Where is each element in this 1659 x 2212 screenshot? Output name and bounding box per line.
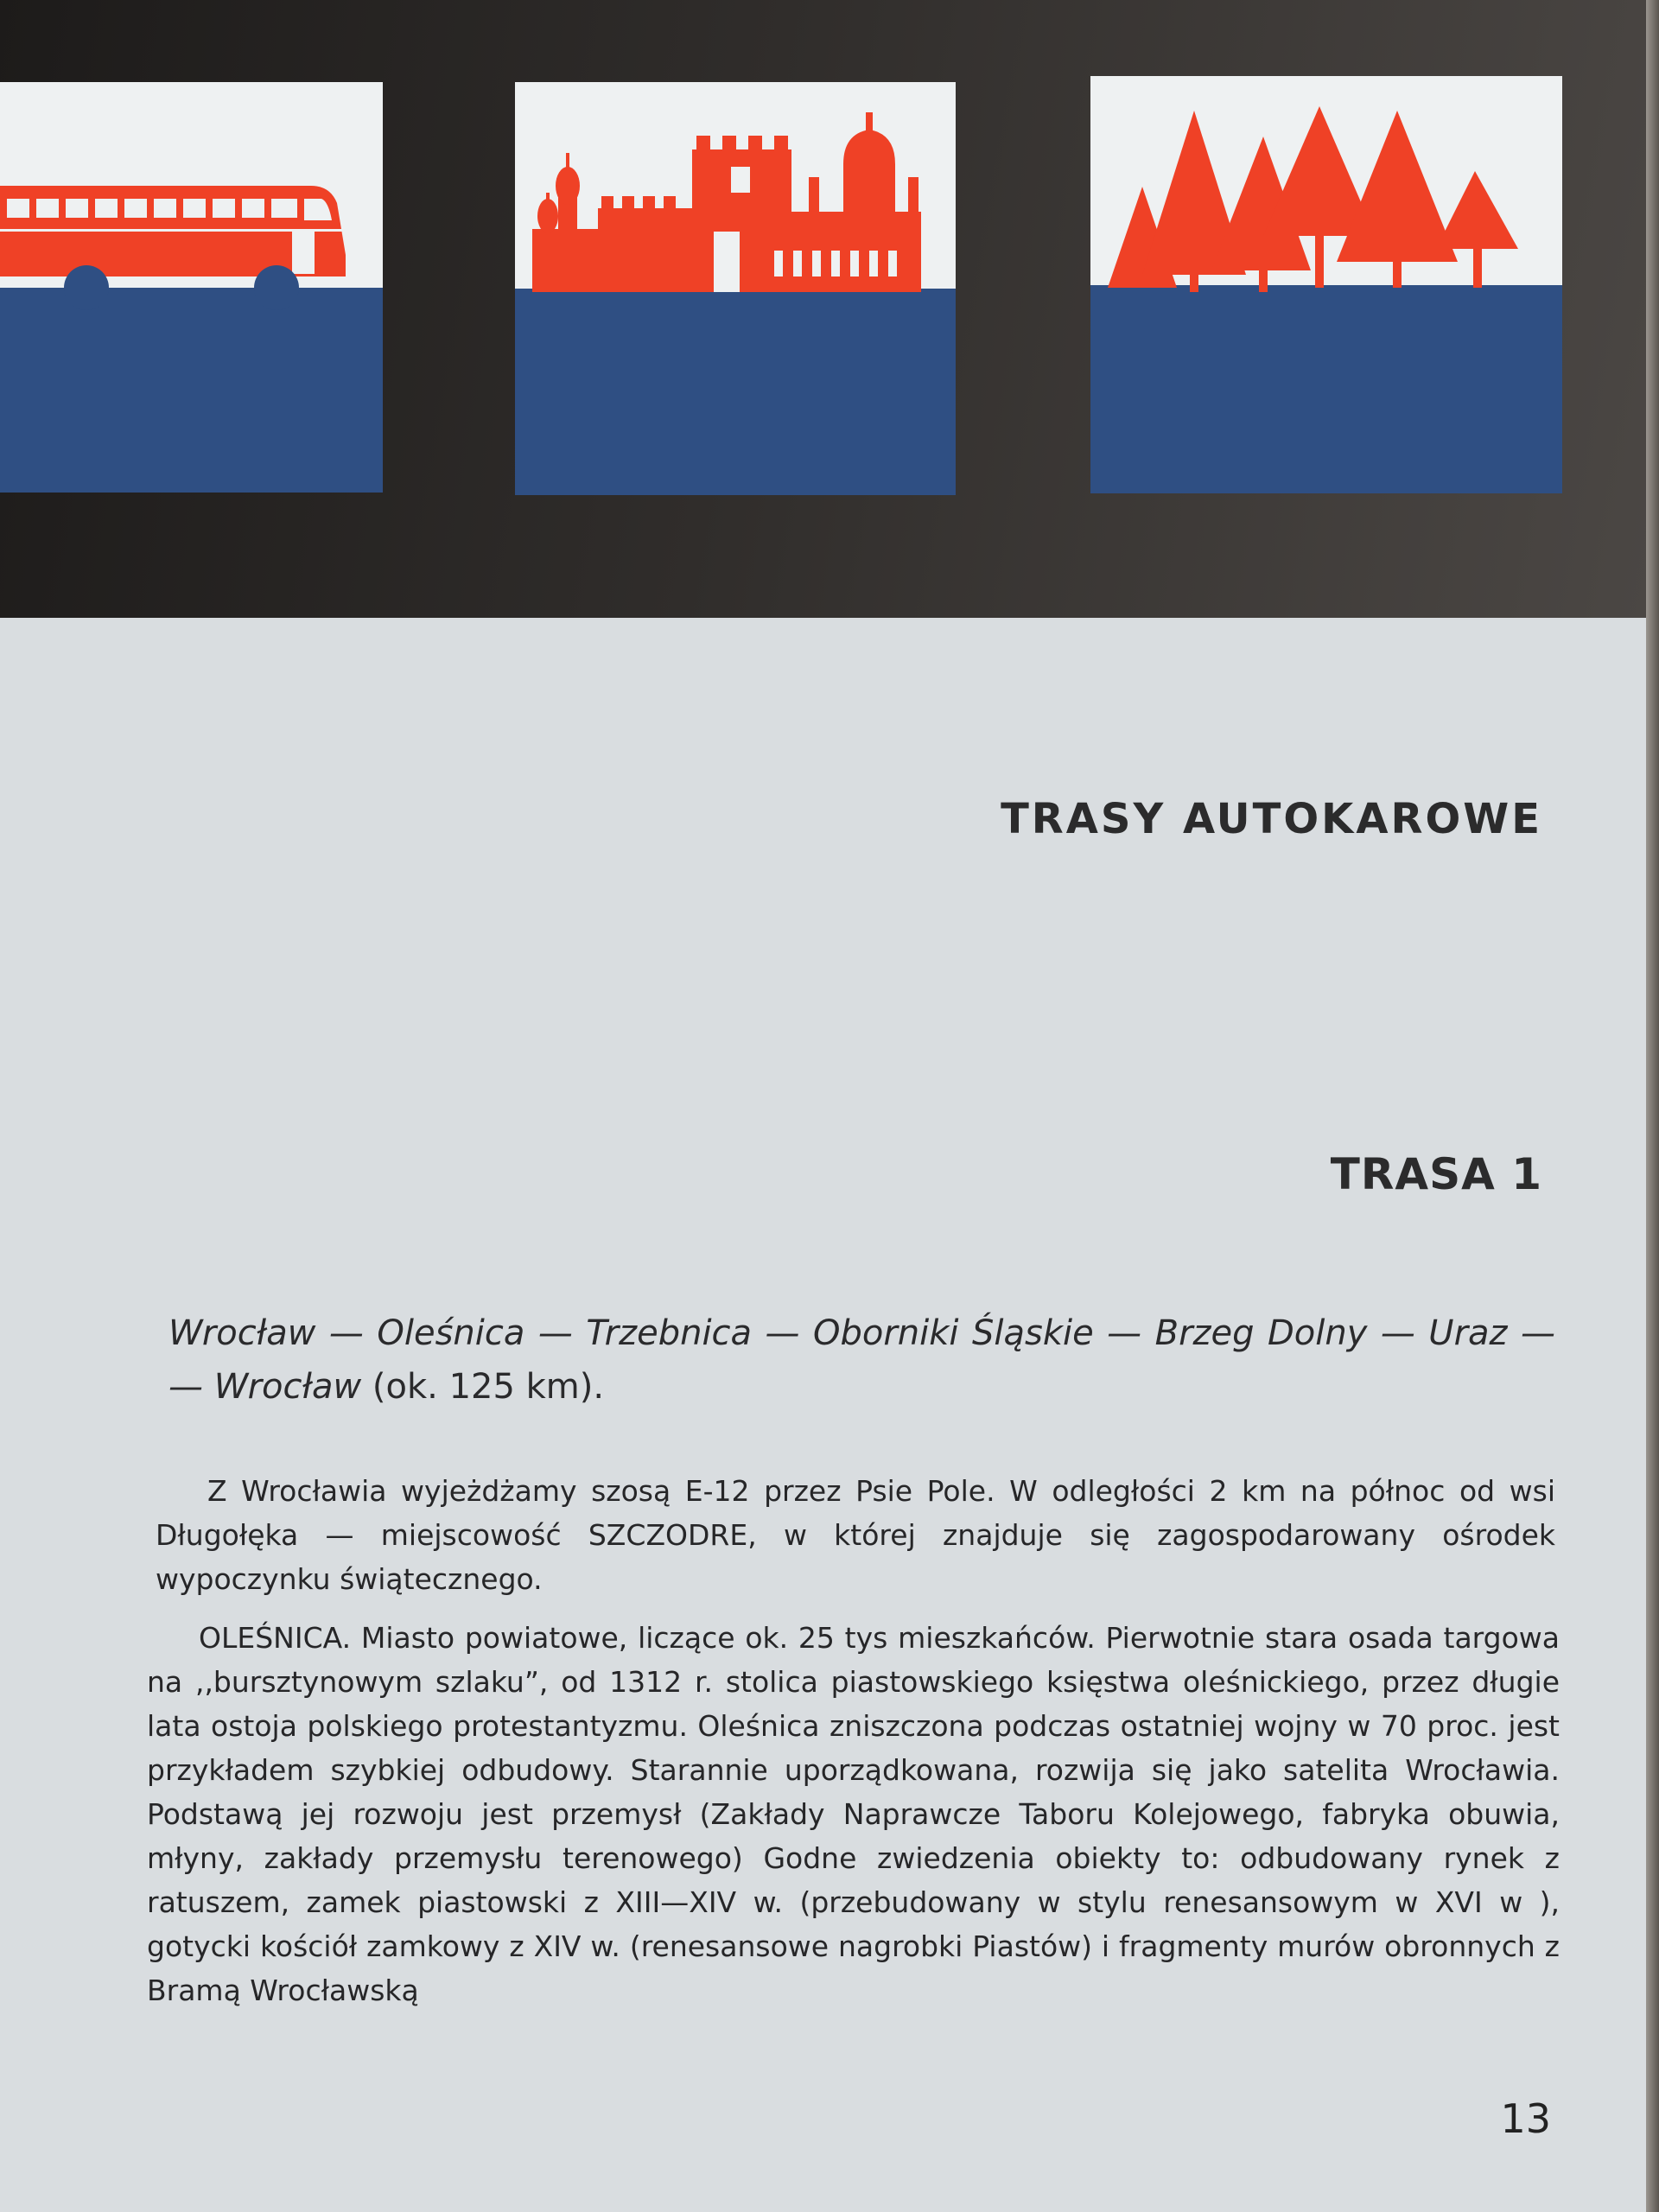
castle-tile [515,82,956,495]
route-path: Wrocław — Oleśnica — Trzebnica — Oborniki Śląskie — Brzeg Dolny — Uraz — — Wrocław [168,1313,1555,1407]
page-number: 13 [1500,2095,1551,2142]
bus-tile [0,82,383,493]
illustration-band [0,0,1646,618]
body-paragraph: OLEŚNICA. Miasto powiatowe, liczące ok. 25 tys mieszkańców. Pierwotnie stara osada targowa na ,,bursztynowym szlaku”, od 1312 r. stolica piastowskiego księstwa oleśnickiego, przez długie lata ostoja polskiego protestantyzmu. Oleśnica zniszczona podczas ostatniej wojny w 70 proc. jest przykładem szybkiej odbudowy. Starannie uporządkowana, rozwija się jako satelita Wrocławia. Podstawą jej rozwoju jest przemysł (Zakłady Naprawcze Taboru Kolejowego, fabryka obuwia, młyny, zakłady przemysłu terenowego) Godne zwiedzenia obiekty to: odbudowany rynek z ratuszem, zamek piastowski z XIII—XIV w. (przebudowany w stylu renesansowym w XVI w ), gotycki kościół zamkowy z XIV w. (renesansowe nagrobki Piastów) i fragmenty murów obronnych z Bramą Wrocławską [147,1621,1560,2007]
route-description [168,1306,1555,1414]
castle-icon [515,82,956,495]
route-distance: (ok. 125 km). [372,1367,605,1407]
bus-icon [0,82,383,493]
page-edge [1646,0,1659,2212]
forest-tile [1090,76,1562,493]
body-paragraph: Z Wrocławia wyjeżdżamy szosą E-12 przez Psie Pole. W odległości 2 km na północ od wsi Długołęka — miejscowość SZCZODRE, w której znajduje się zagospodarowany ośrodek wypoczynku świątecznego. [156,1474,1555,1596]
forest-icon [1090,76,1562,493]
section-title: TRASY AUTOKAROWE [1001,795,1542,843]
route-heading: TRASA 1 [1330,1149,1542,1199]
